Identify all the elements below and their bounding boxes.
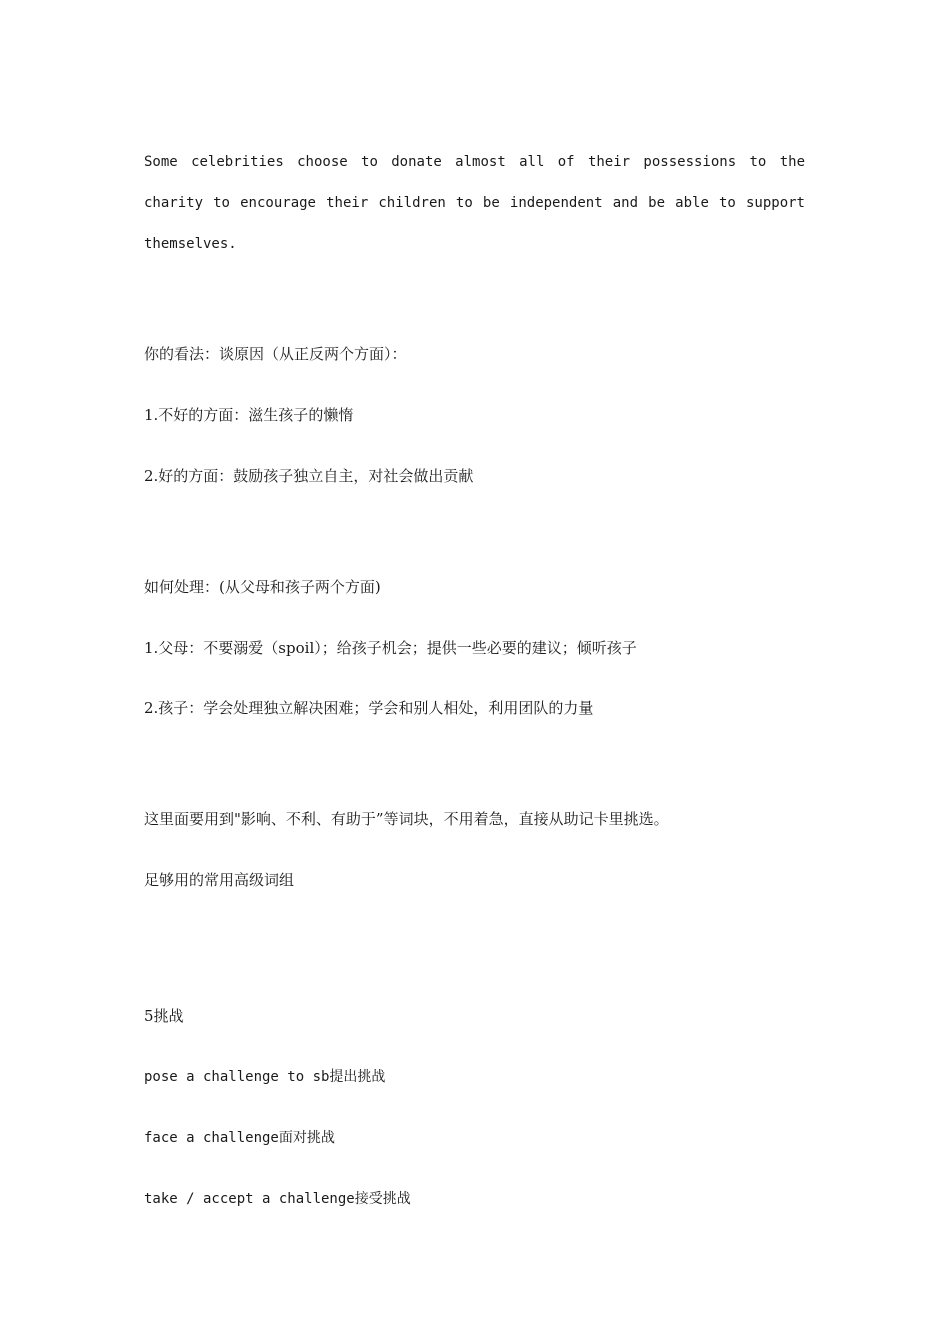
- section-5-heading: 5挑战: [144, 1007, 184, 1025]
- note-line-2: 足够用的常用高级词组: [144, 871, 295, 889]
- opinion-point-2: 2.好的方面：鼓励孩子独立自主，对社会做出贡献: [144, 467, 474, 485]
- handling-heading: 如何处理：(从父母和孩子两个方面): [144, 578, 381, 596]
- opinion-point-1: 1.不好的方面：滋生孩子的懒惰: [144, 406, 354, 424]
- phrase-item: face a challenge面对挑战: [144, 1130, 335, 1146]
- phrase-item: take / accept a challenge接受挑战: [144, 1191, 411, 1207]
- intro-line-3: themselves.: [144, 236, 237, 252]
- phrase-item: pose a challenge to sb提出挑战: [144, 1069, 386, 1085]
- handling-point-2: 2.孩子：学会处理独立解决困难；学会和别人相处，利用团队的力量: [144, 699, 594, 717]
- intro-line-1: Some celebrities choose to donate almost all of their possessions to the: [144, 154, 805, 170]
- handling-point-1: 1.父母：不要溺爱（spoil）；给孩子机会；提供一些必要的建议；倾听孩子: [144, 639, 637, 657]
- opinion-heading: 你的看法：谈原因（从正反两个方面）：: [144, 345, 407, 363]
- note-line-1: 这里面要用到"影响、不利、有助于”等词块，不用着急，直接从助记卡里挑选。: [144, 810, 669, 828]
- intro-line-2: charity to encourage their children to be independent and be able to support: [144, 195, 805, 211]
